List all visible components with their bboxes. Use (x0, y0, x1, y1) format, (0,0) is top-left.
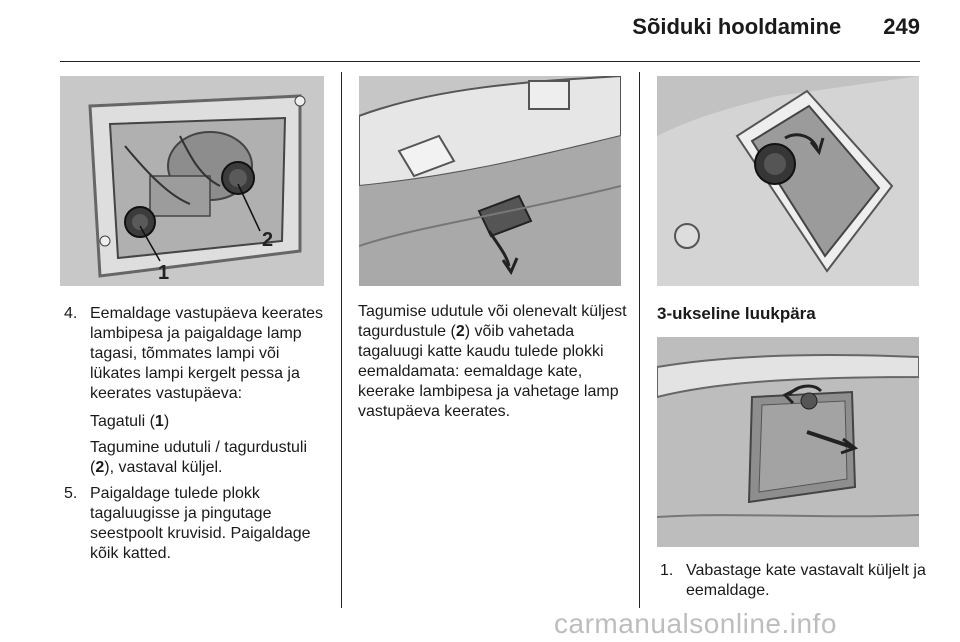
list-item (64, 304, 326, 478)
column-divider-2 (639, 72, 640, 608)
step-text: Vabastage kate vastavalt küljelt ja eemaldage. (686, 562, 926, 599)
page-title: Sõiduki hooldamine (632, 14, 842, 39)
figure-tail-light-cluster (60, 76, 324, 286)
step-number: 5. (64, 485, 78, 502)
page-header (632, 14, 920, 48)
figure-tailgate-trim (359, 76, 621, 286)
list-item (64, 484, 326, 564)
list-item (660, 561, 930, 601)
col1-instructions (64, 304, 326, 570)
col3-instructions (660, 561, 930, 607)
sub-item-rear-light: Tagatuli (1) (90, 413, 170, 430)
figure-lamp-socket (657, 76, 919, 286)
callout-2: 2 (262, 229, 274, 251)
sub-item-fog-reverse-light: Tagumine udutuli / tagurdustuli (2), vastaval küljel. (90, 439, 308, 476)
callout-1: 1 (158, 262, 170, 284)
step-number: 4. (64, 305, 78, 322)
col2-paragraph: Tagumise udutule või olenevalt küljest tagurdustule (2) võib vahetada tagaluugi katte kaudu tulede plokki eemaldamata: eemaldage kate, keerake lambipesa ja vahetage lamp vastupäeva keerates. (358, 303, 627, 420)
column-divider-1 (341, 72, 342, 608)
figure-hatchback-cover (657, 337, 919, 547)
page-number: 249 (883, 14, 920, 39)
section-heading: 3-ukseline luukpära (657, 304, 816, 323)
step-number: 1. (660, 562, 674, 579)
step-text: Eemaldage vastupäeva keerates lambipesa ja paigaldage lamp tagasi, tõmmates lampi või lükates lampi kergelt pessa ja keerates vastupäeva: (90, 305, 324, 402)
watermark: carmanualsonline.info (554, 608, 837, 639)
header-rule (60, 61, 920, 62)
step-text: Paigaldage tulede plokk tagaluugisse ja pingutage seestpoolt kruvisid. Paigaldage kõik katted. (90, 485, 311, 562)
